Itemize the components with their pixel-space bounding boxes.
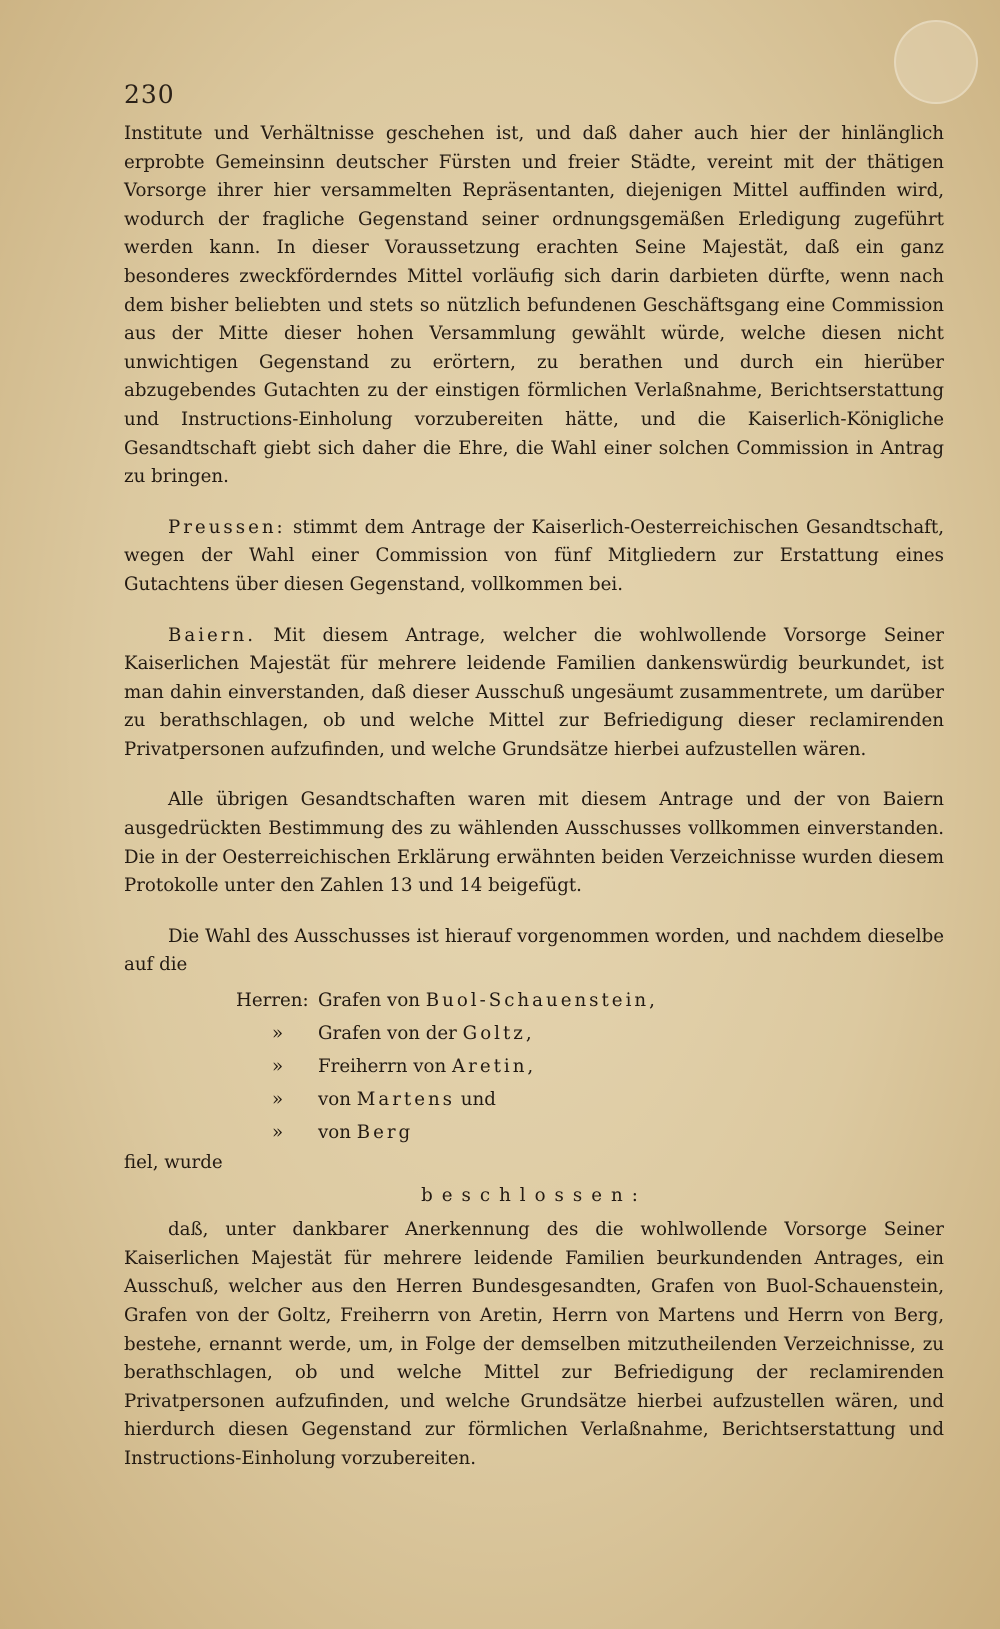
speaker-prussia: Preussen: — [168, 516, 286, 538]
paragraph-election: Die Wahl des Ausschusses ist hierauf vorgenommen worden, und nachdem dieselbe auf die — [124, 925, 944, 976]
paragraph-other-legations: Alle übrigen Gesandtschaften waren mit diesem Antrage und der von Baiern ausgedrückten Bestimmung des zu wählenden Ausschusses vollkommen einverstanden. Die in der Oesterreichischen Erklärung erwähnten beiden Verzeichnisse wurden diesem Protokolle unter den Zahlen 13 und 14 beigefügt. — [124, 789, 944, 897]
resolution-heading: beschlossen: — [421, 1184, 647, 1206]
speaker-bavaria: Baiern. — [168, 624, 256, 646]
committee-member: Herren: Grafen von Buol-Schauenstein, — [236, 990, 655, 1012]
committee-members-list — [124, 984, 944, 1149]
committee-member: » Freiherrn von Aretin, — [272, 1056, 534, 1078]
committee-member: » von Martens und — [272, 1089, 496, 1111]
fiel-wurde: fiel, wurde — [124, 1152, 223, 1174]
committee-member: » von Berg — [272, 1122, 414, 1144]
paragraph-prussia — [124, 514, 944, 600]
paragraph-bavaria — [124, 622, 944, 765]
page-body — [124, 120, 944, 1474]
page-number: 230 — [124, 80, 175, 109]
bavaria-text: Mit diesem Antrage, welcher die wohlwollende Vorsorge Seiner Kaiserlichen Majestät für mehrere leidende Familien dankenswürdig beurkundet, ist man dahin einverstanden, daß dieser Ausschuß ungesäumt zusammentrete, um darüber zu berathschlagen, ob und welche Mittel zur Befriedigung dieser reclamirenden Privatpersonen aufzufinden, und welche Grundsätze hierbei aufzustellen wären. — [124, 624, 944, 760]
library-stamp — [894, 20, 978, 104]
committee-member: » Grafen von der Goltz, — [272, 1023, 532, 1045]
paragraph-resolution: daß, unter dankbarer Anerkennung des die wohlwollende Vorsorge Seiner Kaiserlichen Majestät für mehrere leidende Familien beurkundenden Antrages, ein Ausschuß, welcher aus den Herren Bundesgesandten, Grafen von Buol-Schauenstein, Grafen von der Goltz, Freiherrn von Aretin, Herrn von Martens und Herrn von Berg, bestehe, ernannt werde, um, in Folge der demselben mitzutheilenden Verzeichnisse, zu berathschlagen, ob und welche Mittel zur Befriedigung der reclamirenden Privatpersonen aufzufinden, und welche Grundsätze hierbei aufzustellen wären, und hierdurch diesen Gegenstand zur förmlichen Verlaßnahme, Berichtserstattung und Instructions-Einholung vorzubereiten. — [124, 1219, 944, 1469]
paragraph-austria-proposal: Institute und Verhältnisse geschehen ist, und daß daher auch hier der hinlänglich erprobte Gemeinsinn deutscher Fürsten und freier Städte, vereint mit der thätigen Vorsorge ihrer hier versammelten Repräsentanten, diejenigen Mittel auffinden wird, wodurch der fragliche Gegenstand seiner ordnungsgemäßen Erledigung zugeführt werden kann. In dieser Voraussetzung erachten Seine Majestät, daß ein ganz besonderes zweckförderndes Mittel vorläufig sich darin darbieten dürfte, wenn nach dem bisher beliebten und stets so nützlich befundenen Geschäftsgang eine Commission aus der Mitte dieser hohen Versammlung gewählt würde, welche diesen nicht unwichtigen Gegenstand zu erörtern, zu berathen und durch ein hierüber abzugebendes Gutachten zu der einstigen förmlichen Verlaßnahme, Berichtserstattung und Instructions-Einholung vorzubereiten hätte, und die Kaiserlich-Königliche Gesandtschaft giebt sich daher die Ehre, die Wahl einer solchen Commission in Antrag zu bringen. — [124, 123, 944, 488]
prussia-text: stimmt dem Antrage der Kaiserlich-Oesterreichischen Gesandtschaft, wegen der Wahl einer Commission von fünf Mitgliedern zur Erstattung eines Gutachtens über diesen Gegenstand, vollkommen bei. — [124, 516, 944, 595]
